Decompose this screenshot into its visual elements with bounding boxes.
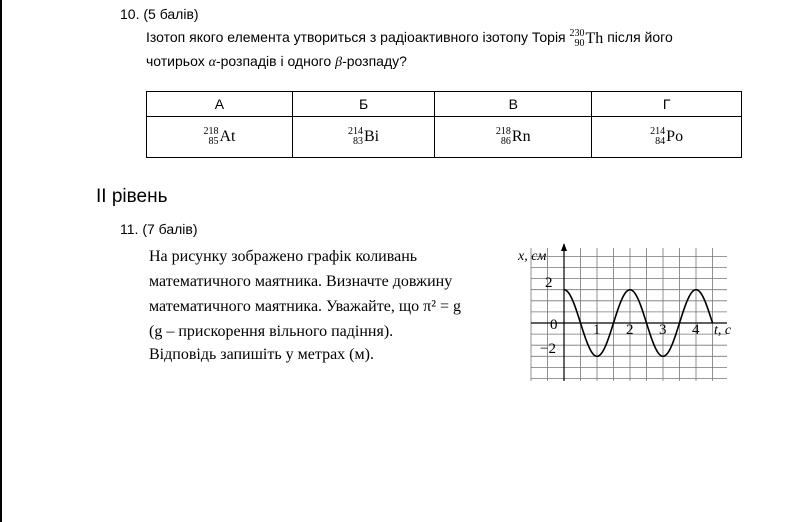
alpha-symbol: α <box>208 55 216 70</box>
option-g-isotope[interactable]: 214 84 Po <box>592 117 742 158</box>
question-10-text: Ізотоп якого елемента утвориться з радіоактивного ізотопу Торія 230 90 Th після його чотирьох α-розпадів і одного β-розпаду? <box>146 27 673 70</box>
x-tick-1: 1 <box>593 322 601 338</box>
option-letter-b: Б <box>292 92 434 117</box>
y-tick-2: 2 <box>545 275 553 291</box>
question-11-header: 11. (7 балів) <box>120 221 198 237</box>
option-letter-g: Г <box>592 92 742 117</box>
x-tick-3: 3 <box>659 322 667 338</box>
thorium-isotope: 230 90 Th <box>569 27 604 49</box>
y-axis-arrow <box>561 243 567 251</box>
x-tick-4: 4 <box>692 322 700 338</box>
x-tick-2: 2 <box>626 322 634 338</box>
answer-instruction: Відповідь запишіть у метрах (м). <box>149 346 374 363</box>
answer-letters-row <box>147 92 742 117</box>
option-letter-v: В <box>435 92 592 117</box>
option-a-isotope[interactable]: 218 85 At <box>147 117 293 158</box>
option-b-isotope[interactable]: 214 83 Bi <box>292 117 434 158</box>
beta-symbol: β <box>335 55 343 70</box>
option-letter-a: А <box>147 92 293 117</box>
y-axis-label: x, см <box>518 249 547 264</box>
q10-text-part1: Ізотоп якого елемента утвориться з радіоактивного ізотопу Торія <box>146 29 566 45</box>
level-title: II рівень <box>96 186 168 207</box>
origin-label: 0 <box>550 317 558 333</box>
question-10-header: 10. (5 балів) <box>120 6 199 22</box>
x-axis-label: t, c <box>714 323 732 338</box>
q10-text-part2: після його <box>607 29 673 45</box>
y-tick-minus-2: −2 <box>540 341 556 357</box>
question-11-text: На рисунку зображено графік коливань математичного маятника. Визначте довжину математичного маятника. Уважайте, що π² = g (g – прискорення вільного падіння). <box>149 248 462 340</box>
oscillation-graph <box>512 240 737 385</box>
answer-isotopes-row <box>147 117 742 158</box>
page-left-border <box>0 0 2 522</box>
answer-options-table <box>146 91 742 158</box>
option-v-isotope[interactable]: 218 86 Rn <box>435 117 592 158</box>
graph-grid <box>531 248 727 381</box>
